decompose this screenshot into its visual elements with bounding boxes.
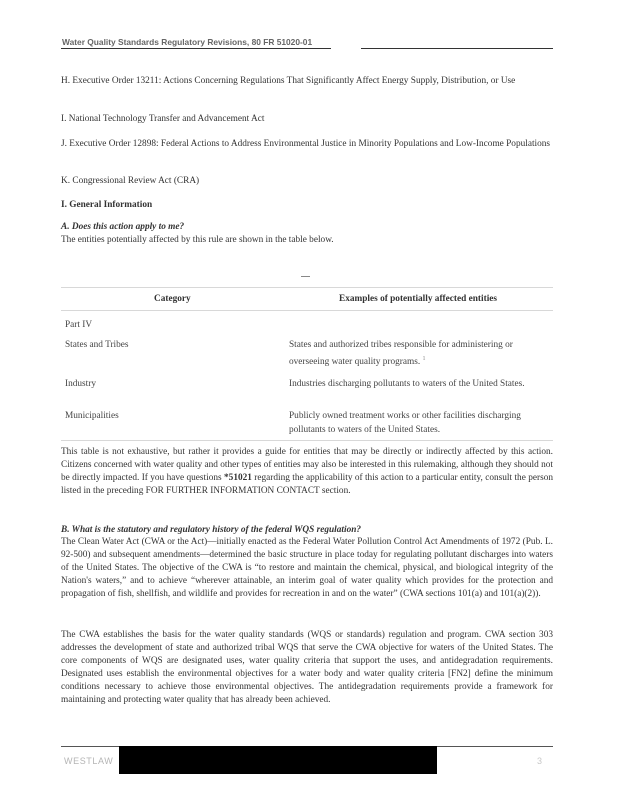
applicability-intro: The entities potentially affected by this rule are shown in the table below. [61, 235, 334, 245]
table-row-example: Publicly owned treatment works or other facilities discharging pollutants to waters of the United States. [289, 411, 521, 435]
table-row-example-text: States and authorized tribes responsible for administering or overseeing water quality programs. [289, 340, 513, 368]
header-rule-right [361, 48, 553, 49]
toc-item-h: H. Executive Order 13211: Actions Concerning Regulations That Significantly Affect Energy Supply, Distribution, or Use [61, 76, 516, 86]
toc-item-j: J. Executive Order 12898: Federal Actions to Address Environmental Justice in Minority Populations and Low-Income Populations [61, 139, 551, 149]
table-row-category: States and Tribes [65, 340, 129, 350]
header-rule-left [61, 48, 331, 49]
table-separator-dash [301, 276, 310, 277]
table-row-example: Industries discharging pollutants to waters of the United States. [289, 379, 525, 389]
section-heading-general-information: I. General Information [61, 200, 153, 210]
table-row-category: Municipalities [65, 411, 119, 421]
footnote-marker[interactable]: 1 [422, 356, 426, 362]
table-top-rule [61, 287, 553, 288]
table-header-category: Category [154, 294, 191, 304]
table-header-rule [61, 310, 553, 311]
toc-item-i: I. National Technology Transfer and Advancement Act [61, 114, 265, 124]
table-bottom-rule [61, 440, 553, 441]
table-row-category: Industry [65, 379, 96, 389]
wqs-basis-paragraph: The CWA establishes the basis for the water quality standards (WQS or standards) regulation and program. CWA section 303 addresses the development of state and authorized tribal WQS that serve the CWA objective for waters of the United States. The core components of WQS are designated uses, water quality criteria that support the uses, and antidegradation requirements. Designated uses establish the environmental objectives for a water body and water quality criteria [FN2] define the minimum conditions necessary to achieve those environmental objectives. The antidegradation requirements provide a framework for maintaining and protecting water quality that has already been achieved. [61, 630, 553, 705]
running-header-title: Water Quality Standards Regulatory Revisions, 80 FR 51020-01 [62, 37, 313, 47]
table-note-text-start: This table is not exhaustive, but rather it provides a guide for entities that may be directly or indirectly affected by this action. Citizens concerned with water quality and other types of entities may also be interested in this rulemaking, although they should not be directly impacted. If you have questions [61, 447, 553, 483]
table-header-examples: Examples of potentially affected entities [339, 294, 498, 304]
table-row-example [289, 338, 551, 369]
westlaw-logo-text: WESTLAW [64, 756, 114, 766]
page-number: 3 [537, 756, 543, 766]
table-note-text-end: regarding the applicability of this action to a particular entity, consult the person listed in the preceding FOR FURTHER INFORMATION CONTACT section. [61, 473, 553, 496]
redaction-block [119, 746, 437, 774]
table-part-label: Part IV [65, 320, 93, 330]
table-note-paragraph [61, 446, 553, 498]
cwa-history-paragraph: The Clean Water Act (CWA or the Act)—initially enacted as the Federal Water Pollution Control Act Amendments of 1972 (Pub. L. 92-500) and subsequent amendments—determined the basic structure in place today for regulating pollutant discharges into waters of the United States. The objective of the CWA is “to restore and maintain the chemical, physical, and biological integrity of the Nation's waters,” and to achieve “wherever attainable, an interim goal of water quality which provides for the protection and propagation of fish, shellfish, and wildlife and provides for recreation in and on the water” (CWA sections 101(a) and 101(a)(2)). [61, 537, 553, 599]
subheading-statutory-history: B. What is the statutory and regulatory history of the federal WQS regulation? [61, 525, 362, 535]
star-page-reference: *51021 [224, 473, 252, 483]
subheading-applicability: A. Does this action apply to me? [61, 222, 185, 232]
toc-item-k: K. Congressional Review Act (CRA) [61, 176, 200, 186]
